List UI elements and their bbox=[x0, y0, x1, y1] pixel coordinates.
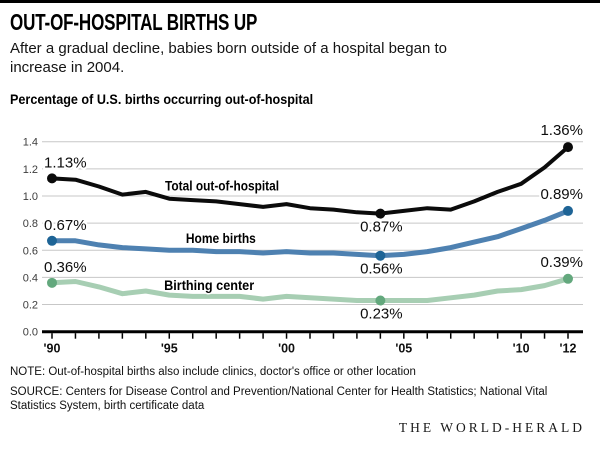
series-line bbox=[52, 211, 568, 256]
data-point-marker bbox=[47, 173, 57, 183]
value-label: 0.89% bbox=[540, 185, 583, 203]
value-label: 1.13% bbox=[44, 154, 87, 172]
headline: OUT-OF-HOSPITAL BIRTHS UP bbox=[10, 9, 258, 35]
y-tick-label: 0.6 bbox=[22, 245, 38, 258]
series-name-label: Home births bbox=[185, 231, 256, 247]
data-point-marker bbox=[563, 274, 573, 284]
data-point-marker bbox=[563, 206, 573, 216]
x-tick-label: '90 bbox=[43, 341, 61, 356]
x-tick-label: '05 bbox=[395, 341, 413, 356]
y-tick-label: 0.4 bbox=[22, 272, 38, 285]
y-tick-label: 0.8 bbox=[22, 218, 38, 231]
data-point-marker bbox=[375, 251, 385, 261]
series-home-births bbox=[44, 186, 583, 278]
subtitle-line-1: After a gradual decline, babies born outside of a hospital began to bbox=[10, 40, 447, 57]
series-name-label: Total out-of-hospital bbox=[165, 178, 280, 194]
chart-title: Percentage of U.S. births occurring out-of-hospital bbox=[10, 91, 314, 107]
value-label: 0.56% bbox=[360, 260, 403, 278]
value-label: 0.67% bbox=[44, 216, 87, 234]
value-label: 0.87% bbox=[360, 218, 403, 236]
x-tick-label: '10 bbox=[512, 341, 530, 356]
value-label: 0.36% bbox=[44, 258, 87, 276]
data-point-marker bbox=[563, 142, 573, 152]
data-point-marker bbox=[47, 236, 57, 246]
note-text: NOTE: Out-of-hospital births also include clinics, doctor's office or other location bbox=[10, 366, 416, 378]
y-tick-label: 1.2 bbox=[22, 163, 38, 176]
series-birthing-center bbox=[44, 254, 583, 323]
data-point-marker bbox=[375, 295, 385, 305]
value-label: 0.23% bbox=[360, 305, 403, 323]
data-point-marker bbox=[47, 278, 57, 288]
subtitle bbox=[10, 40, 447, 77]
data-point-marker bbox=[375, 209, 385, 219]
source-text: SOURCE: Centers for Disease Control and Prevention/National Center for Health Statistics; National Vital Statistics System, birth certificate data bbox=[10, 386, 548, 412]
series-line bbox=[52, 279, 568, 301]
x-tick-label: '00 bbox=[278, 341, 295, 356]
x-axis bbox=[42, 332, 583, 339]
y-tick-label: 0.2 bbox=[22, 299, 38, 312]
subtitle-line-2: increase in 2004. bbox=[10, 58, 125, 76]
x-tick-label: '12 bbox=[559, 341, 577, 356]
y-tick-label: 1.0 bbox=[22, 191, 38, 203]
y-axis-labels bbox=[23, 137, 38, 339]
publisher-credit: THE WORLD-HERALD bbox=[398, 420, 585, 435]
x-axis-labels bbox=[44, 342, 577, 356]
x-tick-label: '95 bbox=[160, 341, 178, 356]
value-label: 1.36% bbox=[540, 122, 583, 140]
y-tick-label: 1.4 bbox=[22, 136, 38, 149]
series-name-label: Birthing center bbox=[164, 278, 255, 294]
series-total-out-of-hospital bbox=[44, 122, 583, 235]
y-tick-label: 0.0 bbox=[22, 326, 38, 339]
value-label: 0.39% bbox=[540, 253, 583, 271]
series-line bbox=[52, 147, 568, 214]
top-rule bbox=[0, 0, 600, 3]
line-chart bbox=[0, 115, 600, 365]
gridlines bbox=[42, 142, 583, 305]
